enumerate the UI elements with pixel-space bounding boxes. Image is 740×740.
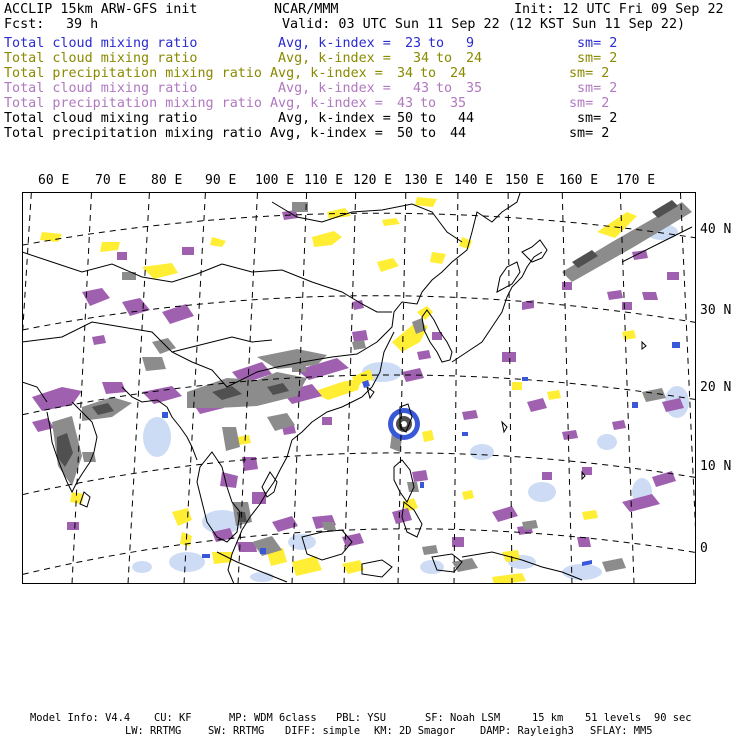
pbl-scheme: PBL: YSU (336, 712, 387, 724)
model-title: ACCLIP 15km ARW-GFS init (4, 2, 198, 17)
lon-label: 60 E (38, 173, 70, 188)
diffusion-option: DIFF: simple (285, 725, 361, 737)
legend-sm: sm= 2 (577, 51, 618, 66)
eddy-coefficient-option: KM: 2D Smagor (374, 725, 456, 737)
lon-label: 160 E (559, 173, 599, 188)
typhoon-feature (388, 408, 420, 440)
legend-k2: 9 (466, 36, 475, 51)
lat-label: 10 N (700, 459, 732, 474)
legend-k1: 43 (397, 96, 414, 111)
model-version: Model Info: V4.4 (30, 712, 131, 724)
legend-avg: Avg, k-index = (278, 51, 391, 66)
organization: NCAR/MMM (274, 2, 339, 17)
legend-to: to (420, 66, 437, 81)
cumulus-scheme: CU: KF (154, 712, 192, 724)
legend-k1: 23 (405, 36, 422, 51)
legend-k2: 44 (458, 111, 475, 126)
legend-k2: 35 (466, 81, 483, 96)
legend-avg: Avg, k-index = (270, 66, 383, 81)
legend-k2: 35 (450, 96, 467, 111)
lon-label: 130 E (404, 173, 444, 188)
legend-field: Total precipitation mixing ratio (4, 126, 262, 141)
lat-label: 20 N (700, 380, 732, 395)
legend-sm: sm= 2 (569, 126, 610, 141)
vertical-levels: 51 levels (585, 712, 642, 724)
lon-label: 150 E (505, 173, 545, 188)
legend-avg: Avg, k-index = (270, 126, 383, 141)
legend-field: Total cloud mixing ratio (4, 36, 198, 51)
valid-time: Valid: 03 UTC Sun 11 Sep 22 (12 KST Sun 11 Sep 22) (282, 17, 686, 32)
surface-scheme: SF: Noah LSM (425, 712, 501, 724)
lon-label: 90 E (205, 173, 237, 188)
legend-sm: sm= 2 (577, 81, 618, 96)
legend-k1: 43 (413, 81, 430, 96)
damping-option: DAMP: Rayleigh3 (480, 725, 574, 737)
lon-label: 170 E (616, 173, 656, 188)
lat-label: 30 N (700, 303, 732, 318)
legend-k1: 34 (397, 66, 414, 81)
legend-to: to (420, 126, 437, 141)
legend-k2: 24 (466, 51, 483, 66)
legend-to: to (436, 81, 453, 96)
lat-label: 40 N (700, 222, 732, 237)
legend-field: Total precipitation mixing ratio (4, 96, 262, 111)
microphysics-scheme: MP: WDM 6class (229, 712, 317, 724)
legend-sm: sm= 2 (577, 36, 618, 51)
legend-avg: Avg, k-index = (270, 96, 383, 111)
lat-label: 0 (700, 541, 708, 556)
legend-sm: sm= 2 (569, 66, 610, 81)
legend-to: to (420, 111, 437, 126)
legend-avg: Avg, k-index = (278, 36, 391, 51)
legend-field: Total cloud mixing ratio (4, 51, 198, 66)
lon-label: 70 E (95, 173, 127, 188)
legend-k1: 50 (397, 111, 414, 126)
legend-to: to (428, 36, 445, 51)
forecast-hours: 39 h (66, 17, 99, 32)
longwave-scheme: LW: RRTMG (125, 725, 182, 737)
time-step: 90 sec (654, 712, 692, 724)
surface-layer-scheme: SFLAY: MM5 (590, 725, 653, 737)
lon-label: 140 E (454, 173, 494, 188)
legend-sm: sm= 2 (577, 111, 618, 126)
legend-k2: 44 (450, 126, 467, 141)
legend-sm: sm= 2 (569, 96, 610, 111)
grid-resolution: 15 km (532, 712, 564, 724)
init-time: Init: 12 UTC Fri 09 Sep 22 (514, 2, 724, 17)
lon-label: 80 E (151, 173, 183, 188)
shortwave-scheme: SW: RRTMG (208, 725, 265, 737)
legend-k2: 24 (450, 66, 467, 81)
lon-label: 110 E (304, 173, 344, 188)
legend-field: Total cloud mixing ratio (4, 81, 198, 96)
legend-to: to (436, 51, 453, 66)
legend-to: to (420, 96, 437, 111)
forecast-label: Fcst: (4, 17, 45, 32)
legend-field: Total cloud mixing ratio (4, 111, 198, 126)
map-panel (22, 192, 696, 584)
legend-avg: Avg, k-index = (278, 111, 391, 126)
lon-label: 120 E (353, 173, 393, 188)
legend-field: Total precipitation mixing ratio (4, 66, 262, 81)
lon-label: 100 E (255, 173, 295, 188)
legend-avg: Avg, k-index = (278, 81, 391, 96)
legend-k1: 50 (397, 126, 414, 141)
legend-k1: 34 (413, 51, 430, 66)
